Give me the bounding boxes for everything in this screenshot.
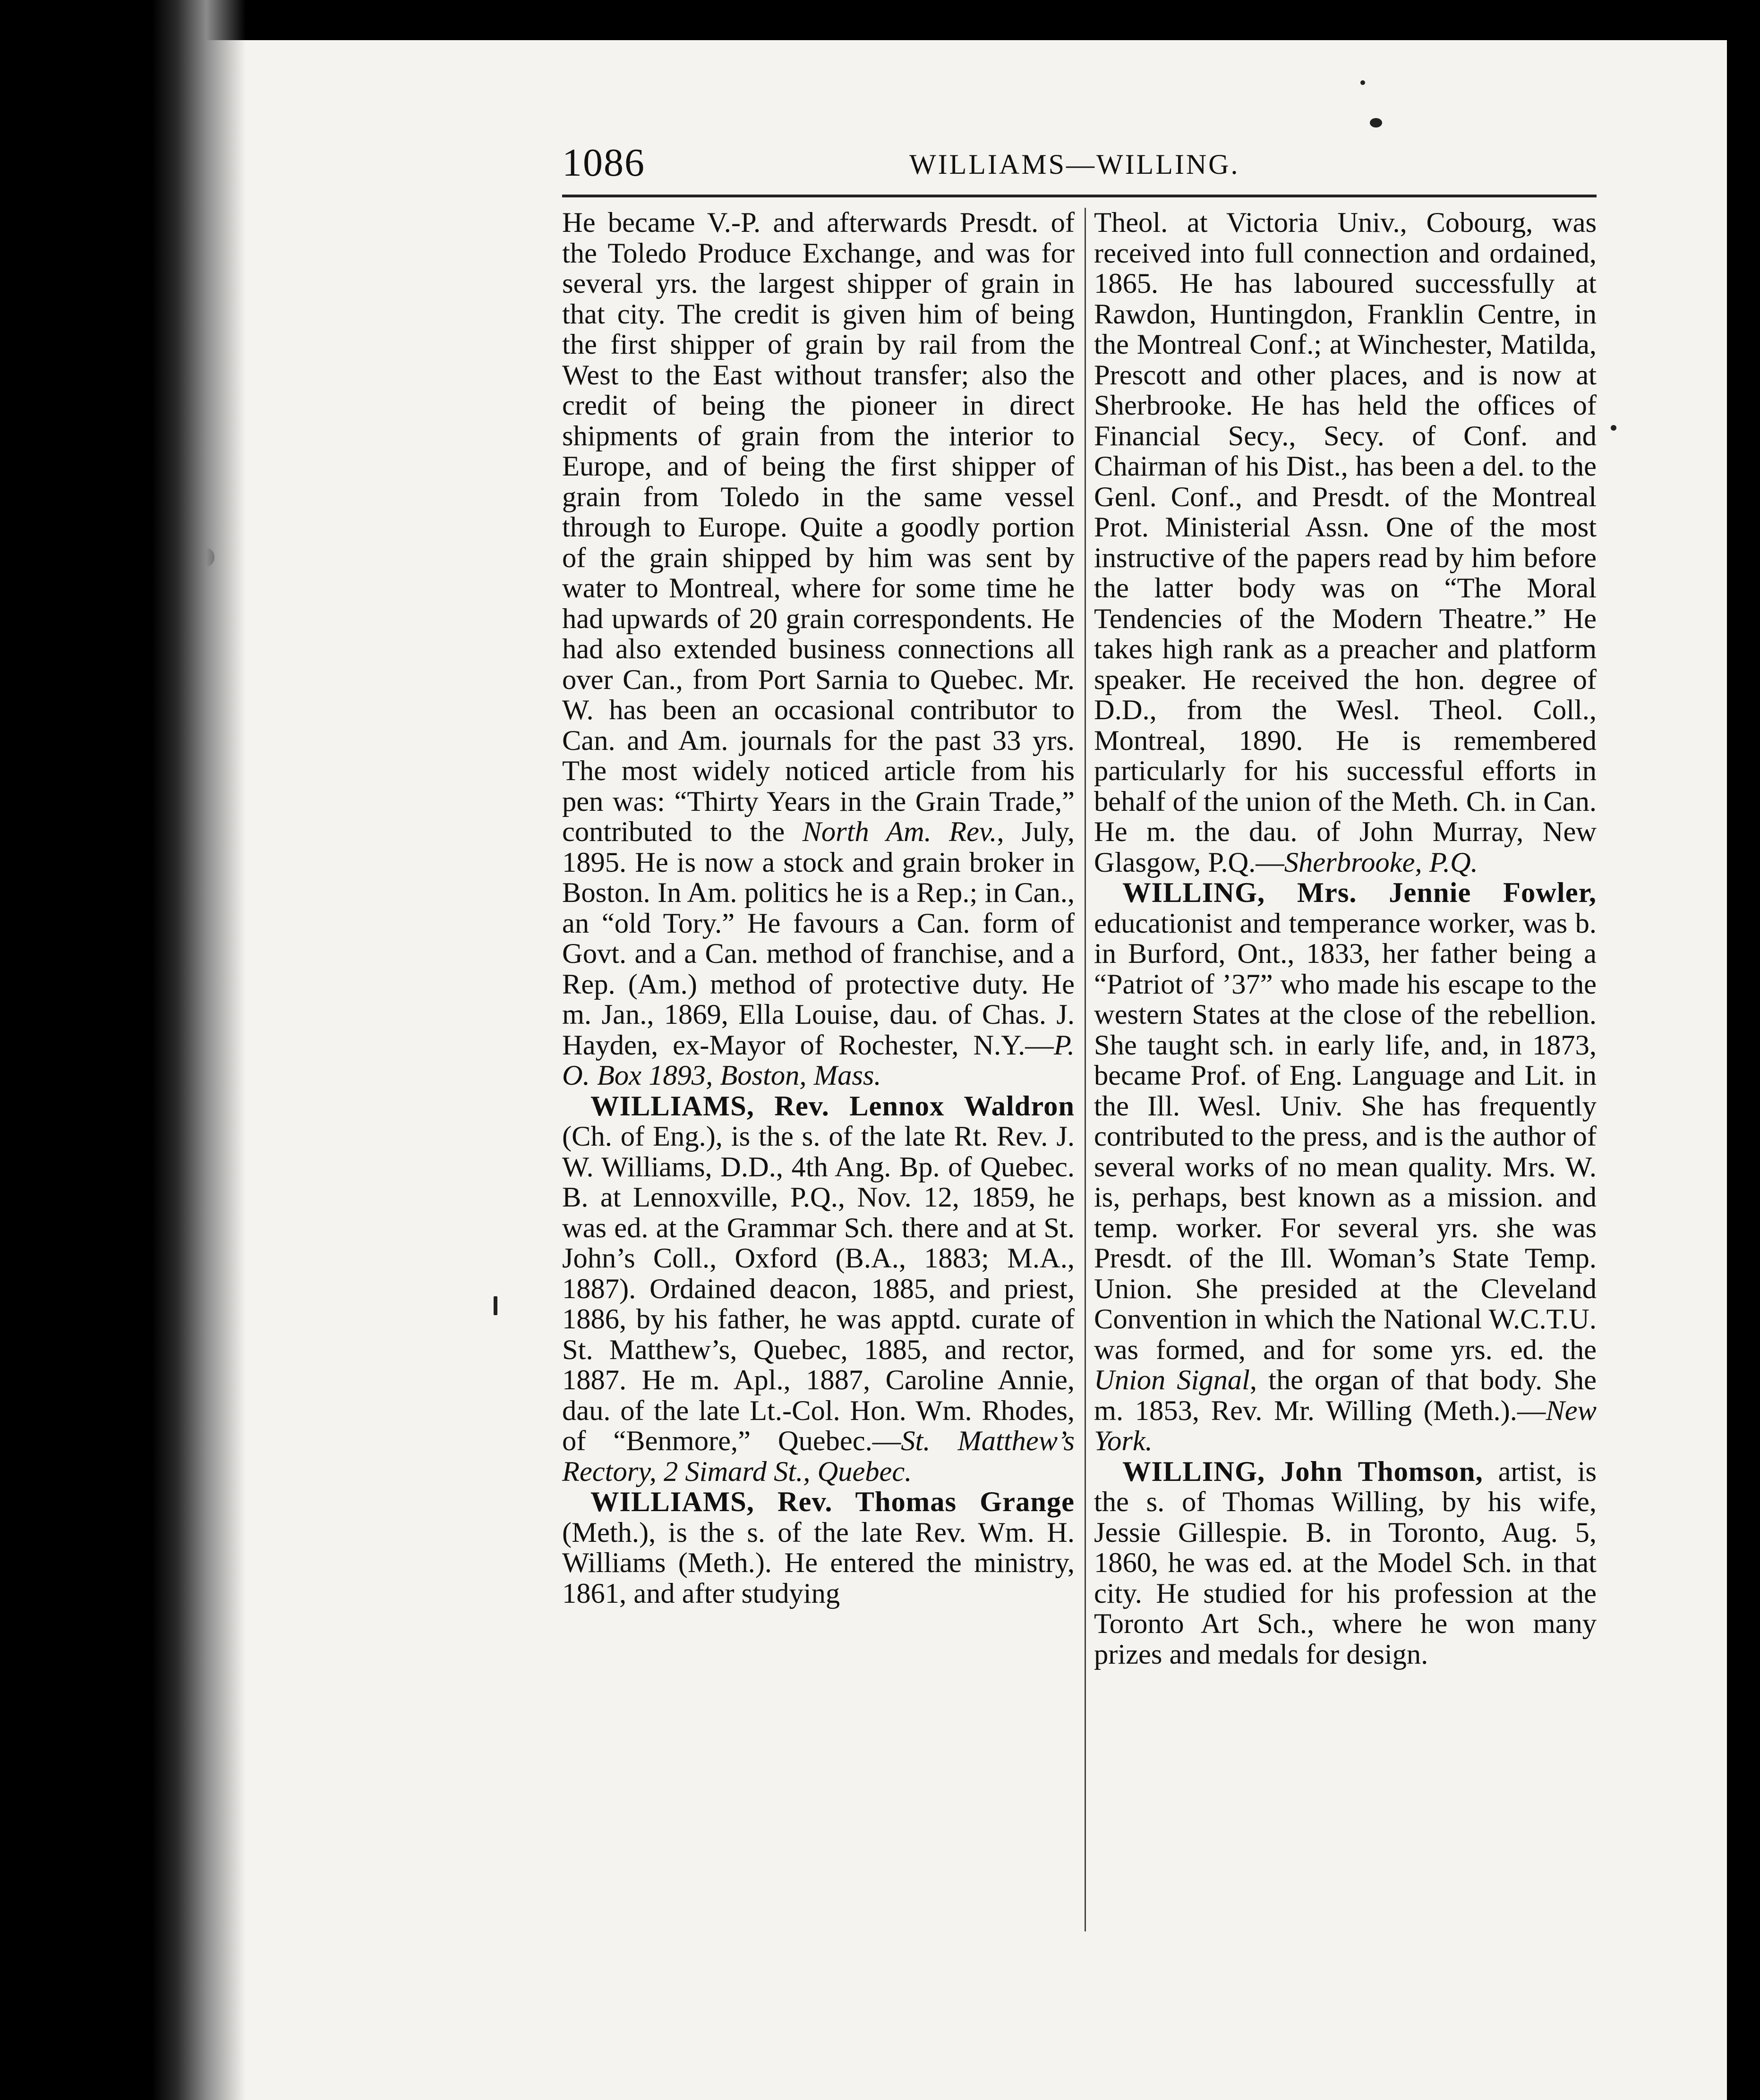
entry-name: WILLING, Mrs. Jennie Fowler, [1122,877,1597,909]
ink-speck [1360,80,1365,85]
entry-willing-jennie: WILLING, Mrs. Jennie Fowler, educationist and temperance worker, was b. in Burford, Ont., 1833, her father being a “Patriot of ’37” who made his escape to the western States at the close of the rebellion. She taught sch. in early life, and, in 1873, became Prof. of Eng. Language and Lit. in the Ill. Wesl. Univ. She has frequently contributed to the press, and is the author of several works of no mean quality. Mrs. W. is, perhaps, best known as a mission. and temp. worker. For several yrs. she was Presdt. of the Ill. Woman’s State Temp. Union. She presided at the Cleveland Convention in which the National W.C.T.U. was formed, and for some yrs. ed. the Union Signal, the organ of that body. She m. 1853, Rev. Mr. Willing (Meth.).—New York. [1094,877,1597,1457]
page-edge [1727,0,1760,2100]
ink-speck [494,1296,497,1315]
entry-address: P. O. Box 1893, Boston, Mass. [562,1029,1075,1091]
page-number: 1086 [562,141,645,185]
entry-address: St. Matthew’s Rectory, 2 Simard St., Quebec. [562,1425,1075,1488]
header-rule [562,195,1597,197]
ink-speck [1611,425,1616,431]
ink-speck [1370,118,1382,128]
page-header [562,140,1601,192]
entry-address: New York. [1094,1394,1597,1457]
entry-address: Sherbrooke, P.Q. [1284,846,1478,878]
entry-name: WILLIAMS, Rev. Lennox Waldron [590,1090,1075,1122]
entry-name: WILLING, John Thomson, [1122,1455,1483,1488]
entry-willing-john: WILLING, John Thomson, artist, is the s. of Thomas Willing, by his wife, Jessie Gillespie. B. in Toronto, Aug. 5, 1860, he was ed. at the Model Sch. in that city. He studied for his profession at the Toronto Art Sch., where he won many prizes and medals for design. [1094,1455,1597,1670]
entry-williams-thomas: WILLIAMS, Rev. Thomas Grange (Meth.), is the s. of the late Rev. Wm. H. Williams (Meth.). He entered the ministry, 1861, and after studying [562,1486,1075,1609]
running-head: WILLIAMS—WILLING. [909,149,1240,180]
entry-continuation: He became V.-P. and afterwards Presdt. of the Toledo Produce Exchange, and was for several yrs. the largest shipper of grain in that city. The credit is given him of being the first shipper of grain by rail from the West to the East without transfer; also the credit of being the pioneer in direct shipments of grain from the interior to Europe, and of being the first shipper of grain from Toledo in the same vessel through to Europe. Quite a goodly portion of the grain shipped by him was sent by water to Montreal, where for some time he had upwards of 20 grain correspondents. He had also extended business connections all over Can., from Port Sarnia to Quebec. Mr. W. has been an occasional contributor to Can. and Am. journals for the past 33 yrs. The most widely noticed article from his pen was: “Thirty Years in the Grain Trade,” contributed to the North Am. Rev., July, 1895. He is now a stock and grain broker in Boston. In Am. politics he is a Rep.; in Can., an “old Tory.” He favours a Can. form of Govt. and a Can. method of franchise, and a Rep. (Am.) method of protective duty. He m. Jan., 1869, Ella Louise, dau. of Chas. J. Hayden, ex-Mayor of Rochester, N.Y.—P. O. Box 1893, Boston, Mass. [562,207,1075,1091]
left-column [562,208,1075,1609]
right-column [1094,208,1597,1670]
entry-continuation: Theol. at Victoria Univ., Cobourg, was received into full connection and ordained, 1865. He has laboured successfully at Rawdon, Huntingdon, Franklin Centre, in the Montreal Conf.; at Winchester, Matilda, Prescott and other places, and is now at Sherbrooke. He has held the offices of Financial Secy., Secy. of Conf. and Chairman of his Dist., has been a del. to the Genl. Conf., and Presdt. of the Montreal Prot. Ministerial Assn. One of the most instructive of the papers read by him before the latter body was on “The Moral Tendencies of the Modern Theatre.” He takes high rank as a preacher and platform speaker. He received the hon. degree of D.D., from the Wesl. Theol. Coll., Montreal, 1890. He is remembered particularly for his successful efforts in behalf of the union of the Meth. Ch. in Can. He m. the dau. of John Murray, New Glasgow, P.Q.—Sherbrooke, P.Q. [1094,207,1597,878]
entry-name: WILLIAMS, Rev. Thomas Grange [590,1486,1075,1518]
column-divider [1085,208,1086,1931]
entry-williams-lennox: WILLIAMS, Rev. Lennox Waldron (Ch. of Eng.), is the s. of the late Rt. Rev. J. W. Williams, D.D., 4th Ang. Bp. of Quebec. B. at Lennoxville, P.Q., Nov. 12, 1859, he was ed. at the Grammar Sch. there and at St. John’s Coll., Oxford (B.A., 1883; M.A., 1887). Ordained deacon, 1885, and priest, 1886, by his father, he was apptd. curate of St. Matthew’s, Quebec, 1885, and rector, 1887. He m. Apl., 1887, Caroline Annie, dau. of the late Lt.-Col. Hon. Wm. Rhodes, of “Benmore,” Quebec.—St. Matthew’s Rectory, 2 Simard St., Quebec. [562,1090,1075,1488]
binding-shadow [0,0,246,2100]
